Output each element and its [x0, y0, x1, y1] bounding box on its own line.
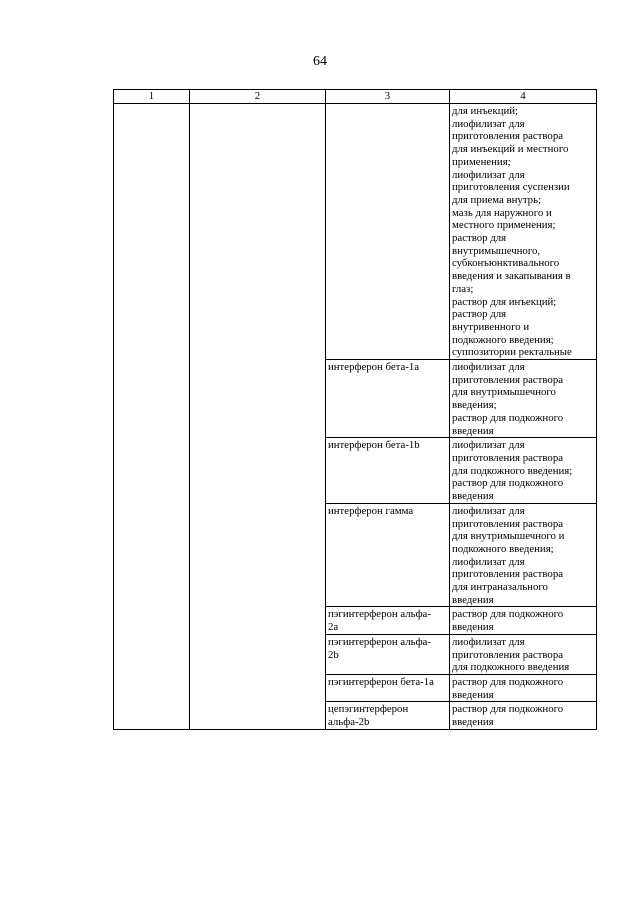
dosage-form-cell: для инъекций; лиофилизат для приготовления раствора для инъекций и местного применения; лиофилизат для приготовления суспензии для приема внутрь; мазь для наружного и местного применения; раствор для внутримышечного, субконъюнктивального введения и закапывания в глаз; раствор для инъекций; раствор для внутривенного и подкожного введения; суппозитории ректальные: [450, 104, 597, 360]
drug-name-cell: пэгинтерферон бета-1a: [326, 674, 450, 701]
table-row: [114, 104, 597, 360]
dosage-form-cell: лиофилизат для приготовления раствора для подкожного введения: [450, 634, 597, 674]
column-header-2: 2: [190, 90, 326, 104]
dosage-form-cell: раствор для подкожного введения: [450, 674, 597, 701]
dosage-form-cell: лиофилизат для приготовления раствора для подкожного введения; раствор для подкожного введения: [450, 438, 597, 504]
column-1-cell: [114, 104, 190, 730]
drug-name-cell: пэгинтерферон альфа- 2a: [326, 607, 450, 634]
column-2-cell: [190, 104, 326, 730]
table-header-row: [114, 90, 597, 104]
column-header-3: 3: [326, 90, 450, 104]
dosage-form-cell: лиофилизат для приготовления раствора для внутримышечного и подкожного введения; лиофилизат для приготовления раствора для интраназального введения: [450, 503, 597, 607]
page-number: 64: [313, 54, 327, 69]
drug-name-cell: пэгинтерферон альфа- 2b: [326, 634, 450, 674]
drug-name-cell: [326, 104, 450, 360]
dosage-form-cell: раствор для подкожного введения: [450, 607, 597, 634]
medication-table: [113, 89, 597, 730]
column-header-4: 4: [450, 90, 597, 104]
dosage-form-cell: раствор для подкожного введения: [450, 702, 597, 729]
dosage-form-cell: лиофилизат для приготовления раствора для внутримышечного введения; раствор для подкожного введения: [450, 360, 597, 438]
drug-name-cell: интерферон бета-1a: [326, 360, 450, 438]
drug-name-cell: интерферон гамма: [326, 503, 450, 607]
column-header-1: 1: [114, 90, 190, 104]
drug-name-cell: интерферон бета-1b: [326, 438, 450, 504]
drug-name-cell: цепэгинтерферон альфа-2b: [326, 702, 450, 729]
